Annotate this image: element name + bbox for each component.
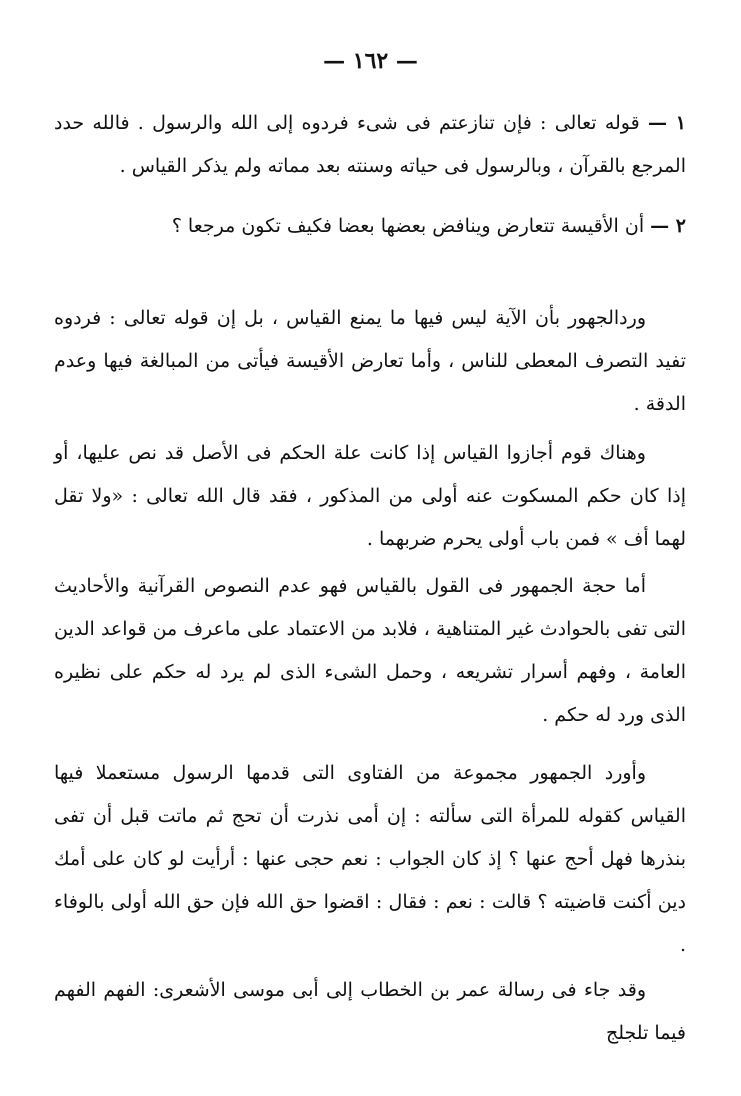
paragraph-1-number: ١ — <box>647 112 686 134</box>
paragraph-4: وهناك قوم أجازوا القياس إذا كانت علة الحكم فى الأصل قد نص عليها، أو إذا كان حكم المسكوت عنه أولى من المذكور ، فقد قال الله تعالى : «ولا تقل لهما أف » فمن باب أولى يحرم ضربهما . <box>54 442 686 550</box>
paragraph-2 <box>54 205 686 248</box>
paragraph-5: أما حجة الجمهور فى القول بالقياس فهو عدم النصوص القرآنية والأحاديث التى تفى بالحوادث غير المتناهية ، فلابد من الاعتماد على ماعرف من قواعد الدين العامة ، وفهم أسرار تشريعه ، وحمل الشىء الذى لم يرد له حكم على نظيره الذى ورد له حكم . <box>54 575 686 726</box>
paragraph-2-text: أن الأقيسة تتعارض وينافض بعضها بعضا فكيف تكون مرجعا ؟ <box>171 215 645 237</box>
paragraph-3: وردالجهور بأن الآية ليس فيها ما يمنع القياس ، بل إن قوله تعالى : فردوه تفيد التصرف المعطى للناس ، وأما تعارض الأقيسة فيأتى من المبالغة فيها وعدم الدقة . <box>54 307 686 415</box>
paragraph-7: وقد جاء فى رسالة عمر بن الخطاب إلى أبى موسى الأشعرى: الفهم الفهم فيما تلجلج <box>54 979 686 1044</box>
paragraph-2-number: ٢ — <box>650 215 686 237</box>
page-number: — ١٦٢ — <box>323 48 418 74</box>
paragraph-1-text: قوله تعالى : فإن تنازعتم فى شىء فردوه إلى الله والرسول . فالله حدد المرجع بالقرآن ، وبالرسول فى حياته وسنته بعد مماته ولم يذكر القياس . <box>54 112 686 177</box>
paragraph-1 <box>54 102 686 188</box>
paragraph-6: وأورد الجمهور مجموعة من الفتاوى التى قدمها الرسول مستعملا فيها القياس كقوله للمرأة التى سألته : إن أمى نذرت أن تحج ثم ماتت قبل أن تفى بنذرها فهل أحج عنها ؟ إذ كان الجواب : نعم حجى عنها : أرأيت لو كان على أمك دين أكنت قاضيته ؟ قالت : نعم : فقال : اقضوا حق الله فإن حق الله أولى بالوفاء . <box>54 762 686 956</box>
